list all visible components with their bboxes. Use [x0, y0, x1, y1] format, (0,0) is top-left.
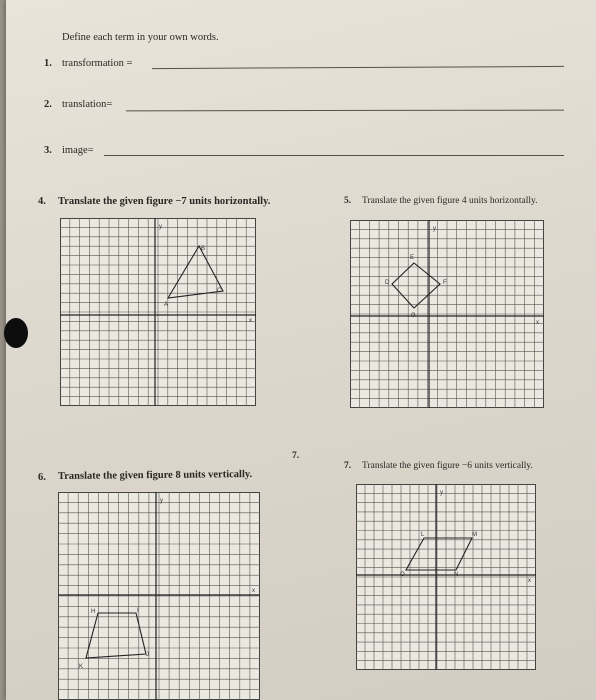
problem-7-text: Translate the given figure −6 units vertically. [362, 461, 533, 471]
point-i-label: I [137, 608, 139, 614]
term-2-label: translation= [62, 99, 113, 110]
term-1-label: transformation = [62, 58, 133, 69]
term-3-answer-line [104, 155, 564, 156]
point-h-label: H [91, 609, 96, 615]
x-axis-label: x [528, 578, 531, 584]
point-f-label: F [443, 280, 447, 286]
y-axis-label: y [160, 498, 163, 504]
x-axis-label: x [536, 320, 539, 326]
problem-5-number: 5. [344, 196, 352, 206]
problem-7-number: 7. [344, 461, 352, 471]
point-g-label: G [411, 313, 416, 319]
x-axis-label: x [249, 318, 252, 324]
term-1-number: 1. [44, 58, 52, 69]
coordinate-grid-5 [350, 220, 544, 408]
point-b-label: B [201, 246, 206, 252]
point-n-label: N [454, 572, 459, 578]
instructions: Define each term in your own words. [62, 32, 219, 43]
term-1-answer-line [152, 66, 564, 69]
stray-number: 7. [292, 451, 300, 461]
point-m-label: M [472, 532, 477, 538]
point-e-label: E [410, 255, 415, 261]
point-k-label: K [79, 664, 84, 670]
y-axis-label: y [440, 490, 443, 496]
problem-5-text: Translate the given figure 4 units horizontally. [362, 196, 538, 206]
y-axis-label: y [159, 224, 162, 230]
binder-hole [4, 318, 28, 348]
coordinate-grid-4 [60, 218, 256, 406]
coordinate-grid-6 [58, 492, 260, 700]
coordinate-grid-7 [356, 484, 536, 670]
worksheet-page [6, 0, 596, 700]
problem-6-number: 6. [38, 472, 46, 483]
problem-4-text: Translate the given figure −7 units horizontally. [58, 196, 271, 207]
x-axis-label: x [252, 588, 255, 594]
point-d-label: D [385, 280, 390, 286]
problem-4-number: 4. [38, 196, 46, 207]
term-2-answer-line [126, 110, 564, 112]
y-axis-label: y [433, 226, 436, 232]
point-o-label: O [400, 572, 405, 578]
problem-6-text: Translate the given figure 8 units vertically. [57, 468, 253, 483]
point-c-label: C [217, 288, 222, 294]
term-2-number: 2. [44, 99, 52, 110]
term-3-number: 3. [44, 145, 52, 156]
term-3-label: image= [62, 145, 94, 156]
point-a-label: A [164, 302, 169, 308]
point-l-label: L [421, 532, 425, 538]
point-j-label: J [146, 652, 149, 658]
